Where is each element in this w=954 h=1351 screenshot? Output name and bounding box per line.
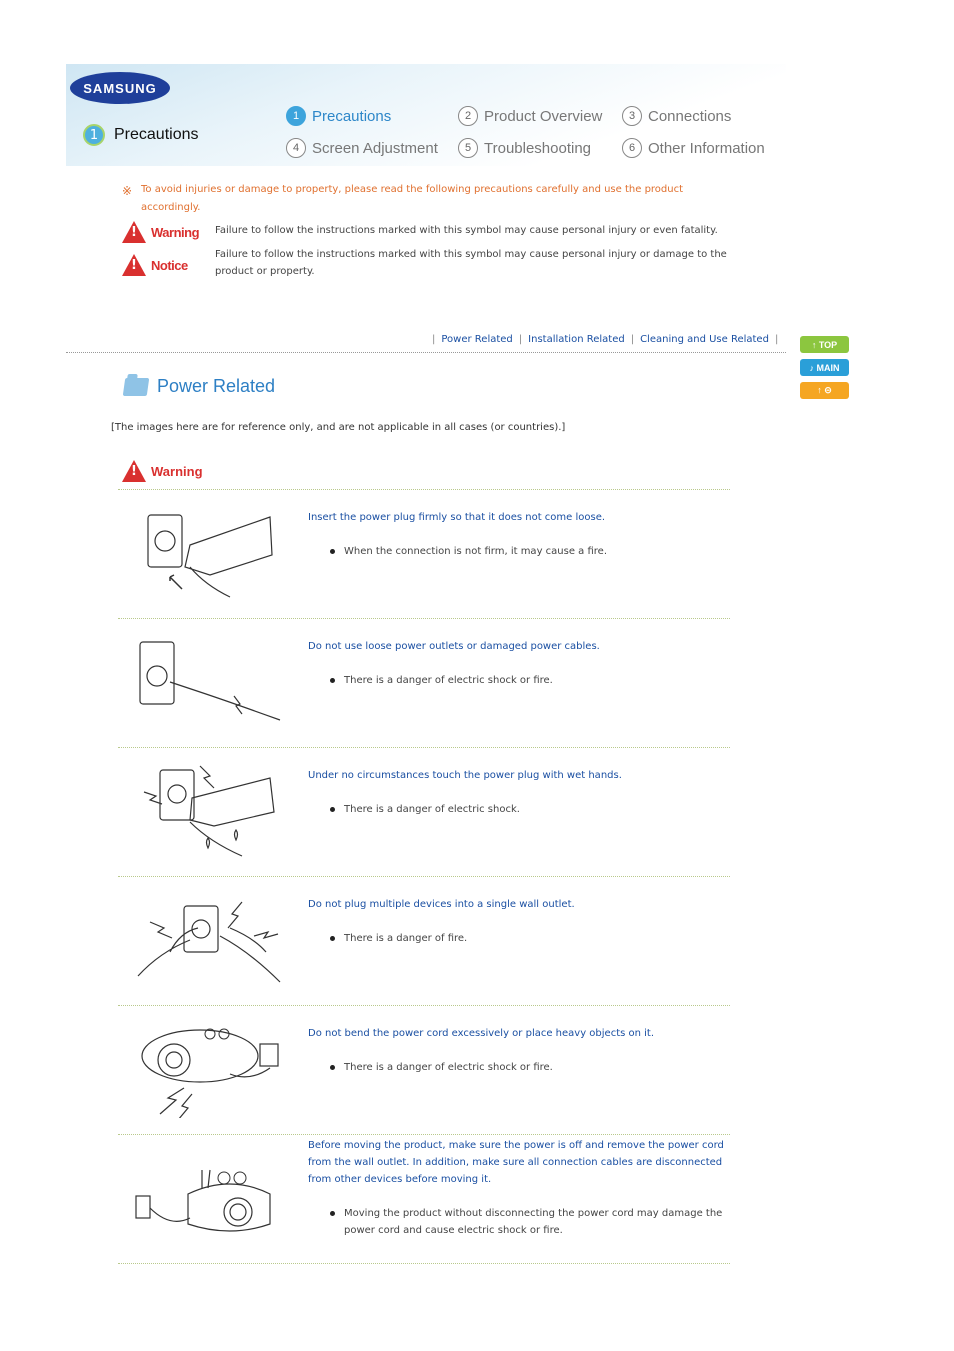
divider xyxy=(118,1263,730,1264)
up-button[interactable]: ↑ ⊝ xyxy=(800,382,849,399)
item-title: Do not bend the power cord excessively or place heavy objects on it. xyxy=(308,1028,655,1039)
item-bullet: Moving the product without disconnecting the power cord may damage the power cord and cause electric shock or fire. xyxy=(330,1205,730,1239)
number-4-icon: 4 xyxy=(286,138,306,158)
item-bullet: When the connection is not firm, it may cause a fire. xyxy=(330,543,730,560)
link-installation-related[interactable]: Installation Related xyxy=(528,334,625,345)
notice-symbol xyxy=(122,254,188,276)
intro-note xyxy=(122,181,712,217)
divider xyxy=(118,618,730,619)
illustration-bent-cord xyxy=(130,1018,285,1118)
nav-label: Product Overview xyxy=(484,107,603,125)
top-button[interactable]: ↑ TOP xyxy=(800,336,849,353)
nav-troubleshooting[interactable] xyxy=(458,138,591,158)
illustration-multiple-plugs xyxy=(130,892,285,992)
notice-description: Failure to follow the instructions marked with this symbol may cause personal injury or damage to the product or property. xyxy=(215,249,727,277)
section-number-icon: 1 xyxy=(83,124,105,146)
nav-label: Connections xyxy=(648,107,732,125)
section-links: | Power Related | Installation Related | Cleaning and Use Related | xyxy=(432,334,779,345)
divider xyxy=(118,747,730,748)
item-title: Insert the power plug firmly so that it does not come loose. xyxy=(308,512,606,523)
illustration-loose-outlet xyxy=(130,636,285,736)
current-section-title: Precautions xyxy=(114,126,199,143)
warning-triangle-icon: ! xyxy=(122,221,146,243)
divider xyxy=(66,352,786,353)
nav-label: Precautions xyxy=(312,107,392,125)
link-cleaning-use-related[interactable]: Cleaning and Use Related xyxy=(640,334,769,345)
section-heading xyxy=(124,376,275,397)
warning-label: Warning xyxy=(151,463,203,479)
number-3-icon: 3 xyxy=(622,106,642,126)
number-2-icon: 2 xyxy=(458,106,478,126)
divider xyxy=(118,489,730,490)
nav-label: Screen Adjustment xyxy=(312,139,438,157)
disclaimer: [The images here are for reference only, and are not applicable in all cases (or countries).] xyxy=(111,422,566,433)
number-6-icon: 6 xyxy=(622,138,642,158)
item-bullet: There is a danger of electric shock or fire. xyxy=(330,1059,730,1076)
number-5-icon: 5 xyxy=(458,138,478,158)
reference-mark-icon: ※ xyxy=(122,184,133,198)
link-power-related[interactable]: Power Related xyxy=(441,334,513,345)
main-button[interactable]: ♪ MAIN xyxy=(800,359,849,376)
item-title: Before moving the product, make sure the power is off and remove the power cord from the wall outlet. In addition, make sure all connection cables are disconnected from other devices before moving it. xyxy=(308,1140,724,1185)
item-title: Do not use loose power outlets or damaged power cables. xyxy=(308,641,600,652)
item-title: Under no circumstances touch the power plug with wet hands. xyxy=(308,770,622,781)
nav-label: Other Information xyxy=(648,139,765,157)
illustration-wet-hands xyxy=(130,762,285,862)
divider xyxy=(118,1005,730,1006)
item-bullet: There is a danger of fire. xyxy=(330,930,730,947)
intro-text: To avoid injuries or damage to property, please read the following precautions carefully and use the product accordingly. xyxy=(141,184,684,213)
nav-label: Troubleshooting xyxy=(484,139,592,157)
number-1-icon: 1 xyxy=(286,106,306,126)
nav-screen-adjustment[interactable] xyxy=(286,138,438,158)
warning-triangle-icon: ! xyxy=(122,460,146,482)
divider xyxy=(118,876,730,877)
item-bullet: There is a danger of electric shock. xyxy=(330,801,730,818)
nav-other-information[interactable] xyxy=(622,138,765,158)
item-bullet: There is a danger of electric shock or fire. xyxy=(330,672,730,689)
nav-connections[interactable] xyxy=(622,106,731,126)
current-section xyxy=(83,124,199,146)
samsung-logo: SAMSUNG xyxy=(70,72,170,104)
warning-heading xyxy=(122,460,203,482)
divider xyxy=(118,1134,730,1135)
notice-triangle-icon: ! xyxy=(122,254,146,276)
nav-precautions[interactable] xyxy=(286,106,391,126)
warning-description: Failure to follow the instructions marked with this symbol may cause personal injury or even fatality. xyxy=(215,225,718,236)
item-title: Do not plug multiple devices into a single wall outlet. xyxy=(308,899,575,910)
warning-label: Warning xyxy=(151,224,200,240)
nav-product-overview[interactable] xyxy=(458,106,602,126)
folder-icon xyxy=(123,378,150,396)
illustration-moving-product xyxy=(130,1158,285,1258)
warning-symbol xyxy=(122,221,199,243)
illustration-plug-insert xyxy=(130,505,285,605)
section-title: Power Related xyxy=(157,376,276,396)
notice-label: Notice xyxy=(151,257,188,273)
